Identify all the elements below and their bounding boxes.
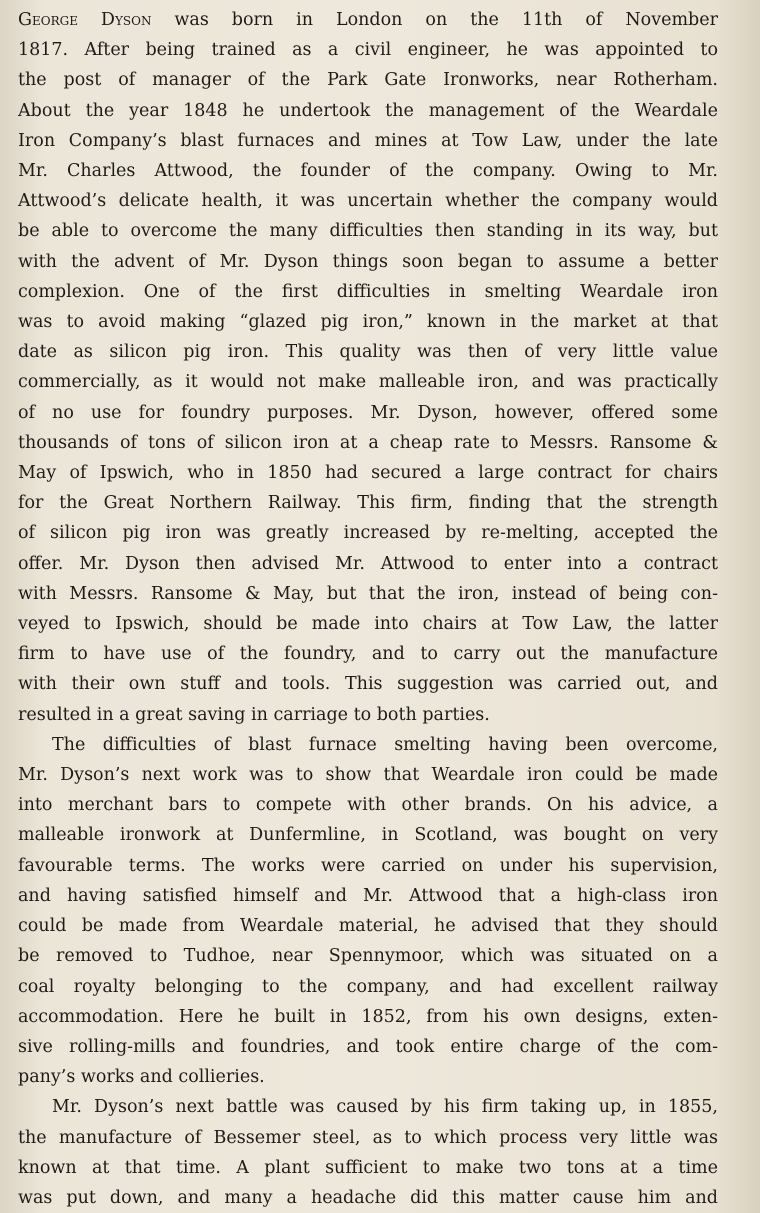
text-line: About the year 1848 he undertook the management of the Weardale [18, 100, 718, 121]
text-line: Mr. Dyson’s next battle was caused by his firm taking up, in 1855, [52, 1097, 718, 1118]
text-line: the manufacture of Bessemer steel, as to which process very little was [18, 1127, 718, 1148]
text-line: veyed to Ipswich, should be made into chairs at Tow Law, the latter [18, 614, 718, 635]
text-line: May of Ipswich, who in 1850 had secured a large contract for chairs [18, 463, 718, 484]
text-line: with their own stuff and tools. This suggestion was carried out, and [18, 674, 718, 695]
text-line: coal royalty belonging to the company, and had excellent railway [18, 976, 718, 997]
text-line: date as silicon pig iron. This quality was then of very little value [18, 342, 718, 363]
text-line: pany’s works and collieries. [18, 1067, 265, 1088]
text-line: resulted in a great saving in carriage to both parties. [18, 704, 490, 725]
text-line: George Dyson was born in London on the 11th of November [18, 10, 718, 30]
body-text [18, 5, 718, 1213]
text-line: of no use for foundry purposes. Mr. Dyson, however, offered some [18, 402, 718, 423]
text-line: complexion. One of the first difficulties in smelting Weardale iron [18, 281, 718, 302]
text-line: into merchant bars to compete with other brands. On his advice, a [18, 795, 718, 816]
text-line: firm to have use of the foundry, and to carry out the manufacture [18, 644, 718, 665]
text-line: and having satisfied himself and Mr. Attwood that a high-class iron [18, 885, 718, 906]
text-line: the post of manager of the Park Gate Ironworks, near Rotherham. [18, 70, 718, 91]
text-line: for the Great Northern Railway. This firm, finding that the strength [18, 493, 718, 514]
text-line-lead: George Dyson [18, 10, 152, 30]
text-line: sive rolling-mills and foundries, and took entire charge of the com- [18, 1036, 718, 1057]
paragraph-1 [18, 5, 718, 730]
text-line: Mr. Charles Attwood, the founder of the company. Owing to Mr. [18, 161, 718, 182]
text-line: with the advent of Mr. Dyson things soon began to assume a better [18, 251, 718, 272]
text-line: Iron Company’s blast furnaces and mines at Tow Law, under the late [18, 130, 718, 151]
text-line: commercially, as it would not make malleable iron, and was practically [18, 372, 718, 393]
text-line: of silicon pig iron was greatly increased by re-melting, accepted the [18, 523, 718, 544]
text-line: could be made from Weardale material, he advised that they should [18, 916, 718, 937]
text-line: favourable terms. The works were carried on under his supervision, [18, 855, 718, 876]
text-line: be removed to Tudhoe, near Spennymoor, which was situated on a [18, 946, 718, 967]
text-line: was to avoid making “glazed pig iron,” known in the market at that [18, 312, 718, 333]
paragraph-3 [18, 1092, 718, 1213]
text-line: offer. Mr. Dyson then advised Mr. Attwood to enter into a contract [18, 553, 718, 574]
text-line: malleable ironwork at Dunfermline, in Scotland, was bought on very [18, 825, 718, 846]
text-line: known at that time. A plant sufficient to make two tons at a time [18, 1157, 718, 1178]
text-line: Attwood’s delicate health, it was uncertain whether the company would [18, 191, 718, 212]
text-line: accommodation. Here he built in 1852, from his own designs, exten- [18, 1006, 718, 1027]
text-line: be able to overcome the many difficulties then standing in its way, but [18, 221, 718, 242]
text-line: with Messrs. Ransome & May, but that the iron, instead of being con- [18, 583, 718, 604]
text-line: Mr. Dyson’s next work was to show that Weardale iron could be made [18, 765, 718, 786]
paragraph-2 [18, 730, 718, 1092]
text-line: 1817. After being trained as a civil engineer, he was appointed to [18, 40, 718, 61]
text-line: The difficulties of blast furnace smelting having been overcome, [52, 734, 718, 755]
text-line: thousands of tons of silicon iron at a cheap rate to Messrs. Ransome & [18, 432, 718, 453]
text-line: was put down, and many a headache did this matter cause him and [18, 1187, 718, 1208]
